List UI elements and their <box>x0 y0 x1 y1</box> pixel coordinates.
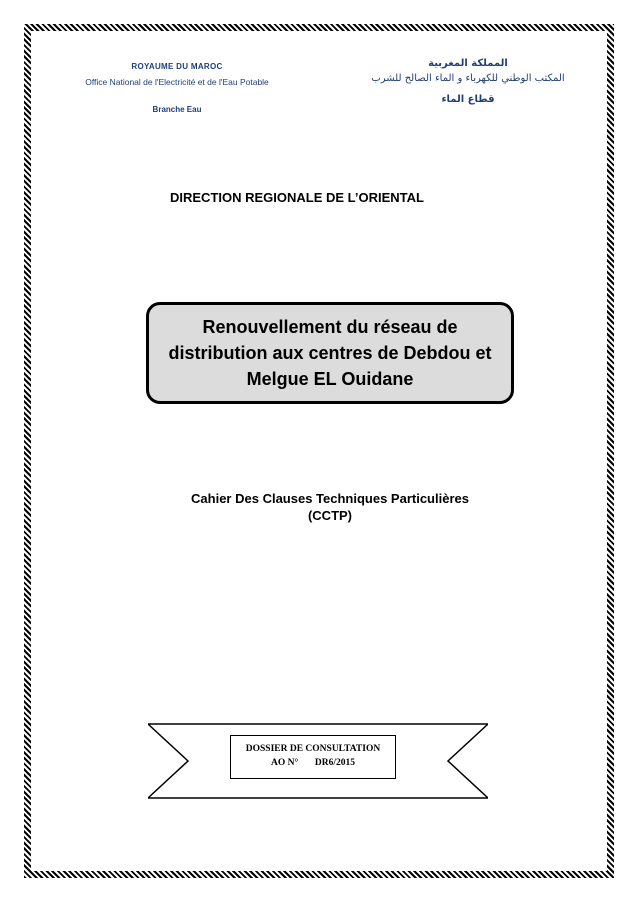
dossier-line-2: AO N° DR6/2015 <box>270 758 356 768</box>
dossier-box <box>230 735 396 779</box>
project-title-box <box>146 302 514 404</box>
logo-kingdom-ar: المملكة المغربية <box>428 58 508 69</box>
title-line-1: Renouvellement du réseau de <box>202 317 458 337</box>
logo-office-fr: Office National de l'Electricité et de l'Eau Potable <box>85 77 269 87</box>
onee-logo-arabic <box>368 58 568 105</box>
subtitle-line-2: (CCTP) <box>307 508 353 523</box>
title-line-2: distribution aux centres de Debdou et <box>168 343 492 363</box>
subtitle-line-1: Cahier Des Clauses Techniques Particulières <box>191 491 469 506</box>
onee-logo-french <box>82 62 272 114</box>
document-subtitle <box>140 490 520 524</box>
logo-branch-ar: قطاع الماء <box>441 94 495 105</box>
logo-office-ar: المكتب الوطني للكهرباء و الماء الصالح للشرب <box>371 73 565 84</box>
logo-branch-fr: Branche Eau <box>152 105 202 114</box>
logo-kingdom-fr: ROYAUME DU MAROC <box>131 62 223 71</box>
regional-direction: DIRECTION REGIONALE DE L’ORIENTAL <box>170 190 424 205</box>
dossier-line-1: DOSSIER DE CONSULTATION <box>245 744 381 754</box>
title-line-3: Melgue EL Ouidane <box>246 369 414 389</box>
